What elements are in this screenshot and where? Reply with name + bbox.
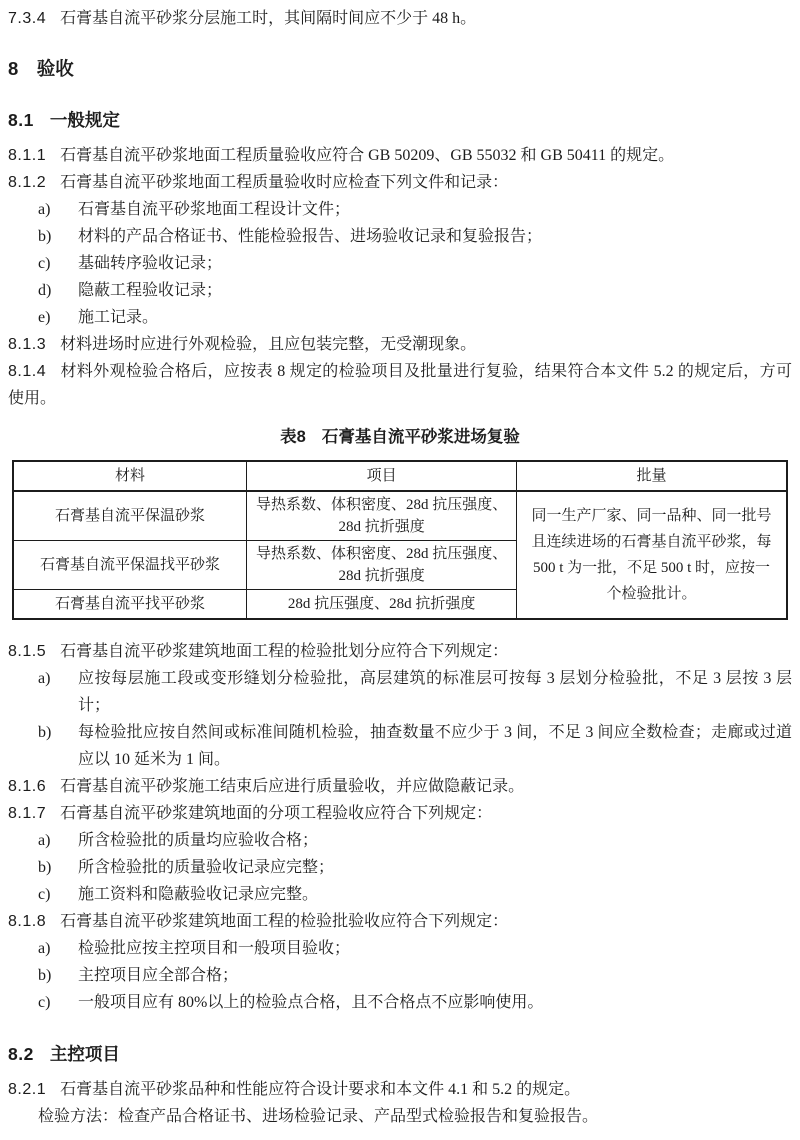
section-8-1-heading [8, 108, 792, 133]
section-number: 8.1 [8, 110, 34, 130]
list-marker: c) [38, 255, 51, 272]
clause-text: 石膏基自流平砂浆建筑地面工程的检验批划分应符合下列规定： [60, 643, 509, 660]
list-marker: c) [38, 886, 51, 903]
table-caption-title: 石膏基自流平砂浆进场复验 [321, 428, 520, 446]
clause-8-1-4 [8, 358, 792, 412]
section-title: 验收 [36, 58, 74, 79]
list-text: 检验批应按主控项目和一般项目验收； [78, 940, 351, 957]
list-text: 石膏基自流平砂浆地面工程设计文件； [78, 201, 351, 218]
clause-8-1-5 [8, 638, 792, 665]
list-item-8-1-7-a [8, 827, 792, 854]
clause-number: 8.1.4 [8, 363, 47, 380]
list-item-8-1-5-b [8, 719, 792, 773]
method-label: 检验方法： [38, 1108, 119, 1125]
clause-number: 8.1.5 [8, 643, 47, 660]
list-text: 应按每层施工段或变形缝划分检验批，高层建筑的标准层可按每 3 层划分检验批，不足 3 层按 3 层计； [78, 670, 792, 714]
cell-material-2: 石膏基自流平保温找平砂浆 [13, 541, 247, 590]
clause-8-1-2 [8, 169, 792, 196]
clause-7-3-4 [8, 5, 792, 32]
clause-8-1-6 [8, 773, 792, 800]
list-marker: e) [38, 309, 51, 326]
clause-number: 8.1.6 [8, 778, 47, 795]
list-marker: b) [38, 967, 52, 984]
cell-batch-merged: 同一生产厂家、同一品种、同一批号且连续进场的石膏基自流平砂浆，每 500 t 为一批，不足 500 t 时，应按一个检验批计。 [517, 491, 787, 619]
clause-text: 材料外观检验合格后，应按表 8 规定的检验项目及批量进行复验，结果符合本文件 5.2 的规定后，方可使用。 [8, 363, 792, 407]
list-item-8-1-8-b [8, 962, 792, 989]
list-item-8-1-2-b [8, 223, 792, 250]
column-header-batch: 批量 [517, 461, 787, 491]
clause-8-2-1 [8, 1076, 792, 1103]
list-item-8-1-2-c [8, 250, 792, 277]
list-item-8-1-8-a [8, 935, 792, 962]
clause-text: 石膏基自流平砂浆分层施工时，其间隔时间应不少于 48 h。 [60, 10, 477, 27]
list-marker: b) [38, 724, 52, 741]
clause-number: 8.2.1 [8, 1081, 47, 1098]
list-marker: b) [38, 859, 52, 876]
table-8-caption [8, 425, 792, 449]
list-item-8-1-8-c [8, 989, 792, 1016]
section-number: 8 [8, 58, 19, 79]
clause-text: 材料进场时应进行外观检验，且应包装完整，无受潮现象。 [60, 336, 477, 353]
table-row [13, 491, 787, 541]
list-text: 材料的产品合格证书、性能检验报告、进场验收记录和复验报告； [78, 228, 543, 245]
clause-text: 石膏基自流平砂浆地面工程质量验收应符合 GB 50209、GB 55032 和 GB 50411 的规定。 [60, 147, 675, 164]
clause-number: 8.1.8 [8, 913, 47, 930]
list-item-8-1-2-d [8, 277, 792, 304]
list-item-8-1-2-a [8, 196, 792, 223]
list-text: 施工记录。 [78, 309, 159, 326]
table-header-row [13, 461, 787, 491]
inspection-method-line [8, 1103, 792, 1130]
list-item-8-1-7-b [8, 854, 792, 881]
list-text: 施工资料和隐蔽验收记录应完整。 [78, 886, 319, 903]
list-marker: a) [38, 201, 51, 218]
clause-text: 石膏基自流平砂浆施工结束后应进行质量验收，并应做隐蔽记录。 [60, 778, 525, 795]
table-8 [12, 460, 788, 620]
section-title: 主控项目 [49, 1044, 120, 1064]
clause-text: 石膏基自流平砂浆建筑地面的分项工程验收应符合下列规定： [60, 805, 493, 822]
column-header-material: 材料 [13, 461, 247, 491]
section-number: 8.2 [8, 1044, 34, 1064]
section-8-2-heading [8, 1042, 792, 1067]
clause-8-1-7 [8, 800, 792, 827]
clause-8-1-8 [8, 908, 792, 935]
list-text: 隐蔽工程验收记录； [78, 282, 223, 299]
method-text: 检查产品合格证书、进场检验记录、产品型式检验报告和复验报告。 [118, 1108, 599, 1125]
clause-8-1-1 [8, 142, 792, 169]
clause-number: 8.1.1 [8, 147, 47, 164]
list-item-8-1-7-c [8, 881, 792, 908]
list-item-8-1-2-e [8, 304, 792, 331]
cell-item-2: 导热系数、体积密度、28d 抗压强度、28d 抗折强度 [247, 541, 517, 590]
list-text: 所含检验批的质量均应验收合格； [78, 832, 319, 849]
section-title: 一般规定 [49, 110, 120, 130]
list-text: 主控项目应全部合格； [78, 967, 239, 984]
list-item-8-1-5-a [8, 665, 792, 719]
cell-item-3: 28d 抗压强度、28d 抗折强度 [247, 590, 517, 620]
clause-number: 8.1.3 [8, 336, 47, 353]
list-text: 每检验批应按自然间或标准间随机检验，抽查数量不应少于 3 间，不足 3 间应全数检查；走廊或过道应以 10 延米为 1 间。 [78, 724, 792, 768]
clause-text: 石膏基自流平砂浆地面工程质量验收时应检查下列文件和记录： [60, 174, 509, 191]
clause-number: 7.3.4 [8, 10, 47, 27]
list-text: 所含检验批的质量验收记录应完整； [78, 859, 335, 876]
list-marker: d) [38, 282, 52, 299]
clause-number: 8.1.2 [8, 174, 47, 191]
list-text: 一般项目应有 80%以上的检验点合格，且不合格点不应影响使用。 [78, 994, 544, 1011]
section-8-heading [8, 56, 792, 82]
list-marker: c) [38, 994, 51, 1011]
column-header-item: 项目 [247, 461, 517, 491]
cell-material-1: 石膏基自流平保温砂浆 [13, 491, 247, 541]
cell-material-3: 石膏基自流平找平砂浆 [13, 590, 247, 620]
clause-text: 石膏基自流平砂浆品种和性能应符合设计要求和本文件 4.1 和 5.2 的规定。 [60, 1081, 581, 1098]
clause-8-1-3 [8, 331, 792, 358]
cell-item-1: 导热系数、体积密度、28d 抗压强度、28d 抗折强度 [247, 491, 517, 541]
list-marker: a) [38, 670, 51, 687]
list-text: 基础转序验收记录； [78, 255, 223, 272]
list-marker: b) [38, 228, 52, 245]
clause-text: 石膏基自流平砂浆建筑地面工程的检验批验收应符合下列规定： [60, 913, 509, 930]
list-marker: a) [38, 832, 51, 849]
table-caption-label: 表8 [280, 428, 306, 446]
list-marker: a) [38, 940, 51, 957]
clause-number: 8.1.7 [8, 805, 47, 822]
